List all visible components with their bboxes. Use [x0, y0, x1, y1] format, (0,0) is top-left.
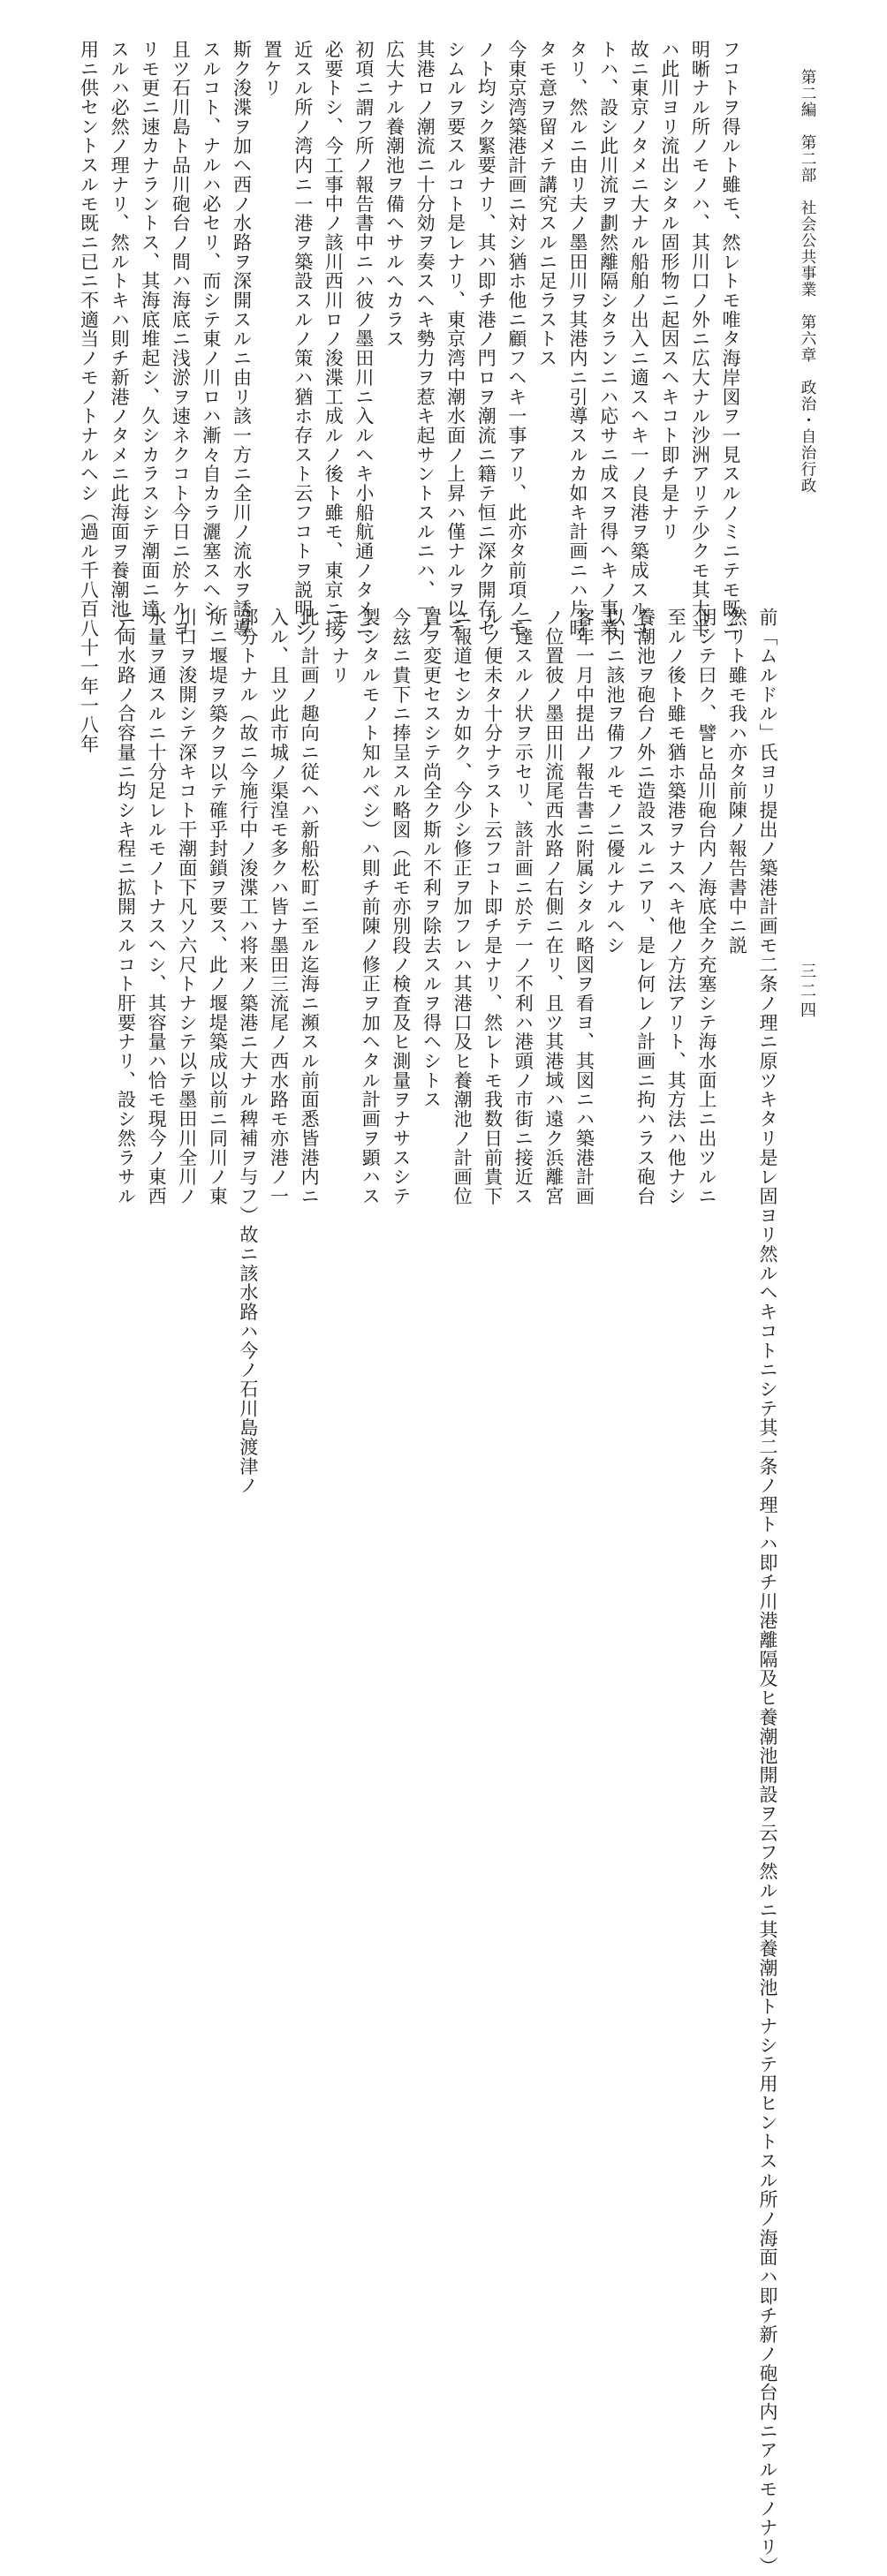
- text-line: 近スル所ノ湾内ニ一港ヲ築設スルノ策ハ猶ホ存スト云フコトヲ説明シ: [292, 40, 314, 638]
- text-line: タリ、然ルニ由リ夫ノ墨田川ヲ其港内ニ引導スルカ如キ計画ニハ片時: [567, 40, 589, 638]
- text-line: シムルヲ要スルコト是レナリ、東京湾中潮水面ノ上昇ハ僅ナルヲ以テ: [444, 40, 466, 638]
- text-line: トハ、設シ此川流ヲ劃然離隔シタランニハ応サニ成スヲ得ヘキノ事業: [597, 40, 619, 638]
- text-line: ニ両水路ノ合容量ニ均シキ程ニ拡開スルコト肝要ナリ、設シ然ラサル: [115, 608, 137, 1206]
- text-line: 然リト雖モ我ハ亦タ前陳ノ報告書中ニ説: [726, 608, 748, 956]
- text-line: 今玆ニ貴下ニ捧呈スル略図（此モ亦別段ノ検査及ヒ測量ヲナサスシテ: [390, 608, 412, 1206]
- text-line: 至ルノ後ト雖モ猶ホ築港ヲナスヘキ他ノ方法アリト、其方法ハ他ナシ: [665, 608, 687, 1206]
- text-line: 養潮池ヲ砲台ノ外ニ造設スルニアリ、是レ何レノ計画ニ拘ハラス砲台: [634, 608, 656, 1206]
- text-line: スルコト、ナルハ必セリ、而シテ東ノ川ロハ漸々自カラ灑塞スヘシ、: [200, 40, 222, 638]
- text-line: フコトヲ得ルト雖モ、然レトモ唯タ海岸図ヲ一見スルノミニテモ既ニ: [720, 40, 741, 638]
- text-line: 此ノ計画ノ趣向ニ従ヘハ新船松町ニ至ル迄海ニ瀕スル前面悉皆港内ニ: [299, 608, 321, 1206]
- text-line: タモ意ヲ留メテ講究スルニ足ラストス: [536, 40, 558, 368]
- text-line: ルノ便未タ十分ナラスト云フコト即チ是ナリ、然レトモ我数日前貴下: [481, 608, 504, 1206]
- page-number: 三二四: [798, 963, 816, 1021]
- text-line: ノ位置彼ノ墨田川流尾西水路ノ右側ニ在リ、且ツ其港域ハ遠ク浜離宮: [542, 608, 565, 1206]
- text-line: ノト均シク緊要ナリ、其ハ即チ港ノ門ロヲ潮流ニ籍テ恒ニ深ク開存セ: [475, 40, 497, 638]
- text-line: 所ニ堰堤ヲ築クヲ以テ確乎封鎖ヲ要ス、此ノ堰堤築成以前ニ同川ノ東: [207, 608, 229, 1206]
- text-line: スルハ必然ノ理ナリ、然ルトキハ則チ新港ノタメニ此海面ヲ養潮池ノ: [109, 40, 131, 638]
- text-line: ハ此川ヨリ流出シタル固形物ニ起因スヘキコト即チ是ナリ: [658, 40, 680, 542]
- text-line: ニ報道セシカ如ク、今少シ修正ヲ加フレハ其港口及ヒ養潮池ノ計画位: [451, 608, 474, 1206]
- text-line: 且ツ石川島ト品川砲台ノ間ハ海底ニ浅淤ヲ速ネクコト今日ニ於ケルヨ: [170, 40, 192, 638]
- text-line: 入ル、且ツ此市城ノ渠湟モ多クハ皆ナ墨田三流尾ノ西水路モ亦港ノ一: [268, 608, 290, 1206]
- running-header: 第二編 第二部 社会公共事業 第六章 政治・自治行政: [799, 69, 816, 494]
- text-line: 初項ニ謂フ所ノ報告書中ニハ彼ノ墨田川ニ入ルヘキ小船航通ノタメニ: [353, 40, 375, 638]
- text-line: 以内ニ該池ヲ備フルモノニ優ルナルヘシ: [604, 608, 626, 956]
- text-line: 置ヲ変更セスシテ尚全ク斯ル不利ヲ除去スルヲ得ヘシトス: [421, 608, 443, 1110]
- text-line: 置ケリ: [262, 40, 284, 98]
- lower-text-block: [58, 608, 783, 2576]
- text-line: 製シタルモノト知ルベシ）ハ則チ前陳ノ修正ヲ加ヘタル計画ヲ顕ハス: [360, 608, 382, 1206]
- text-line: 客年一月中提出ノ報告書ニ附属シタル略図ヲ看ヨ、其図ニハ築港計画: [573, 608, 595, 1206]
- text-line: 水量ヲ通スルニ十分足レルモノトナスヘシ、其容量ハ恰モ現今ノ東西: [146, 608, 168, 1206]
- text-line: 其港ロノ潮流ニ十分効ヲ奏スヘキ勢力ヲ惹キ起サントスルニハ、一ノ: [414, 40, 436, 638]
- text-line: 必要トシ、今工事中ノ該川西川ロノ浚渫工成ルノ後ト雖モ、東京ニ接: [322, 40, 345, 638]
- text-line: 明シテ曰ク、譬ヒ品川砲台内ノ海底全ク充塞シテ海水面上ニ出ツルニ: [695, 608, 717, 1206]
- text-line: 部分トナル（故ニ今施行中ノ浚渫工ハ将来ノ築港ニ大ナル稗補ヲ与フ）故ニ該水路ハ今ノ石川島渡津ノ: [237, 608, 259, 1496]
- text-line: 前「ムルドル」氏ヨリ提出ノ築港計画モ二条ノ理ニ原ツキタリ是レ固ヨリ然ルヘキコトニシテ其二条ノ理トハ即チ川港離隔及ヒ養潮池開設ヲ云フ然ルニ其養潮池トナシテ用ヒントスル所ノ海面ハ即チ新ノ砲台内ニアルモノナリ）: [757, 608, 778, 2576]
- text-line: リモ更ニ速カナラントス、其海底堆起シ、久シカラスシテ潮面ニ達: [139, 40, 161, 619]
- text-line: 明晰ナル所ノモノハ、其川口ノ外ニ広大ナル沙洲アリテ少クモ其大半: [689, 40, 711, 638]
- text-line: モノナリ: [329, 608, 351, 685]
- text-line: 斯ク浚渫ヲ加ヘ西ノ水路ヲ深開スルニ由リ該一方ニ全川ノ流水ヲ誘導: [231, 40, 253, 638]
- text-line: 用ニ供セントスルモ既ニ已ニ不適当ノモノトナルヘシ（過ル千八百八十一年一八年: [78, 40, 100, 754]
- text-line: 広大ナル養潮池ヲ備ヘサルヘカラス: [383, 40, 406, 349]
- text-line: 川口ヲ浚開シテ深キコト干潮面下凡ソ六尺トナシテ以テ墨田川全川ノ: [176, 608, 198, 1206]
- text-line: 今東京湾築港計画ニ対シ猶ホ他ニ顧フヘキ一事アリ、此亦タ前項ノモ: [505, 40, 527, 638]
- text-line: ニ達スルノ状ヲ示セリ、該計画ニ於テ一ノ不利ハ港頭ノ市街ニ接近ス: [512, 608, 534, 1206]
- text-line: 故ニ東京ノタメニ大ナル船舶ノ出入ニ適スヘキ一ノ良港ヲ築成スルコ: [628, 40, 650, 638]
